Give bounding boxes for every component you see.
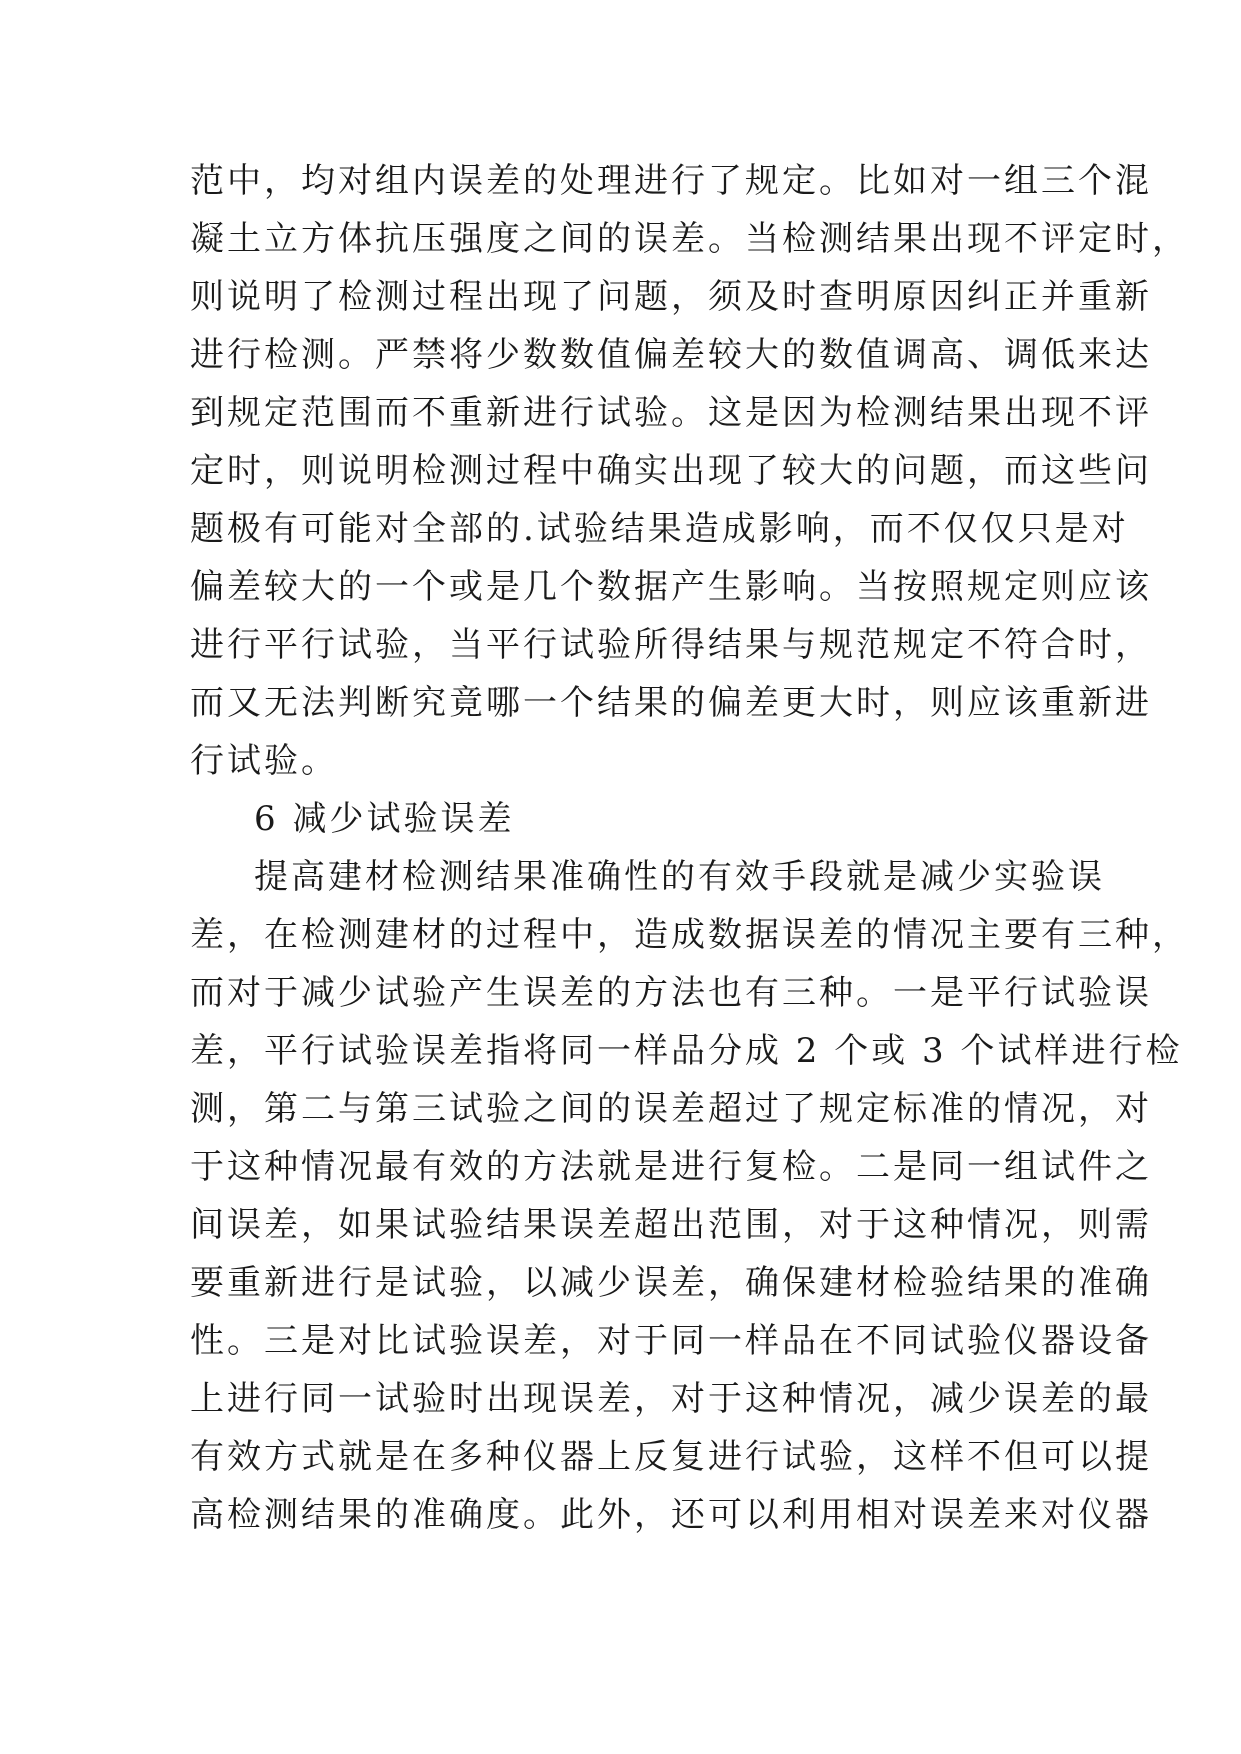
text-line: 到规定范围而不重新进行试验。这是因为检测结果出现不评 xyxy=(190,393,1152,433)
text-line: 于这种情况最有效的方法就是进行复检。二是同一组试件之 xyxy=(190,1147,1152,1187)
text-line: 定时，则说明检测过程中确实出现了较大的问题，而这些问 xyxy=(190,451,1152,491)
text-line: 题极有可能对全部的.试验结果造成影响，而不仅仅只是对 xyxy=(190,509,1129,549)
text-line: 差，平行试验误差指将同一样品分成 2 个或 3 个试样进行检 xyxy=(190,1031,1183,1071)
text-line: 进行平行试验，当平行试验所得结果与规范规定不符合时， xyxy=(190,625,1152,665)
text-line: 行试验。 xyxy=(190,741,338,781)
text-line: 有效方式就是在多种仪器上反复进行试验，这样不但可以提 xyxy=(190,1437,1152,1477)
text-line: 差，在检测建材的过程中，造成数据误差的情况主要有三种， xyxy=(190,915,1189,955)
section-heading: 6 减少试验误差 xyxy=(254,799,515,839)
text-line: 上进行同一试验时出现误差，对于这种情况，减少误差的最 xyxy=(190,1379,1152,1419)
text-line: 而又无法判断究竟哪一个结果的偏差更大时，则应该重新进 xyxy=(190,683,1152,723)
text-line: 凝土立方体抗压强度之间的误差。当检测结果出现不评定时， xyxy=(190,219,1189,259)
text-line: 性。三是对比试验误差，对于同一样品在不同试验仪器设备 xyxy=(190,1321,1152,1361)
body-text xyxy=(190,152,1189,1544)
text-line: 高检测结果的准确度。此外，还可以利用相对误差来对仪器 xyxy=(190,1495,1152,1535)
text-line: 而对于减少试验产生误差的方法也有三种。一是平行试验误 xyxy=(190,973,1152,1013)
text-line: 偏差较大的一个或是几个数据产生影响。当按照规定则应该 xyxy=(190,567,1152,607)
text-line: 测，第二与第三试验之间的误差超过了规定标准的情况，对 xyxy=(190,1089,1152,1129)
text-line: 进行检测。严禁将少数数值偏差较大的数值调高、调低来达 xyxy=(190,335,1152,375)
text-line: 提高建材检测结果准确性的有效手段就是减少实验误 xyxy=(254,857,1105,897)
text-line: 间误差，如果试验结果误差超出范围，对于这种情况，则需 xyxy=(190,1205,1152,1245)
text-line: 则说明了检测过程出现了问题，须及时查明原因纠正并重新 xyxy=(190,277,1152,317)
text-line: 范中，均对组内误差的处理进行了规定。比如对一组三个混 xyxy=(190,161,1152,201)
text-line: 要重新进行是试验，以减少误差，确保建材检验结果的准确 xyxy=(190,1263,1152,1303)
